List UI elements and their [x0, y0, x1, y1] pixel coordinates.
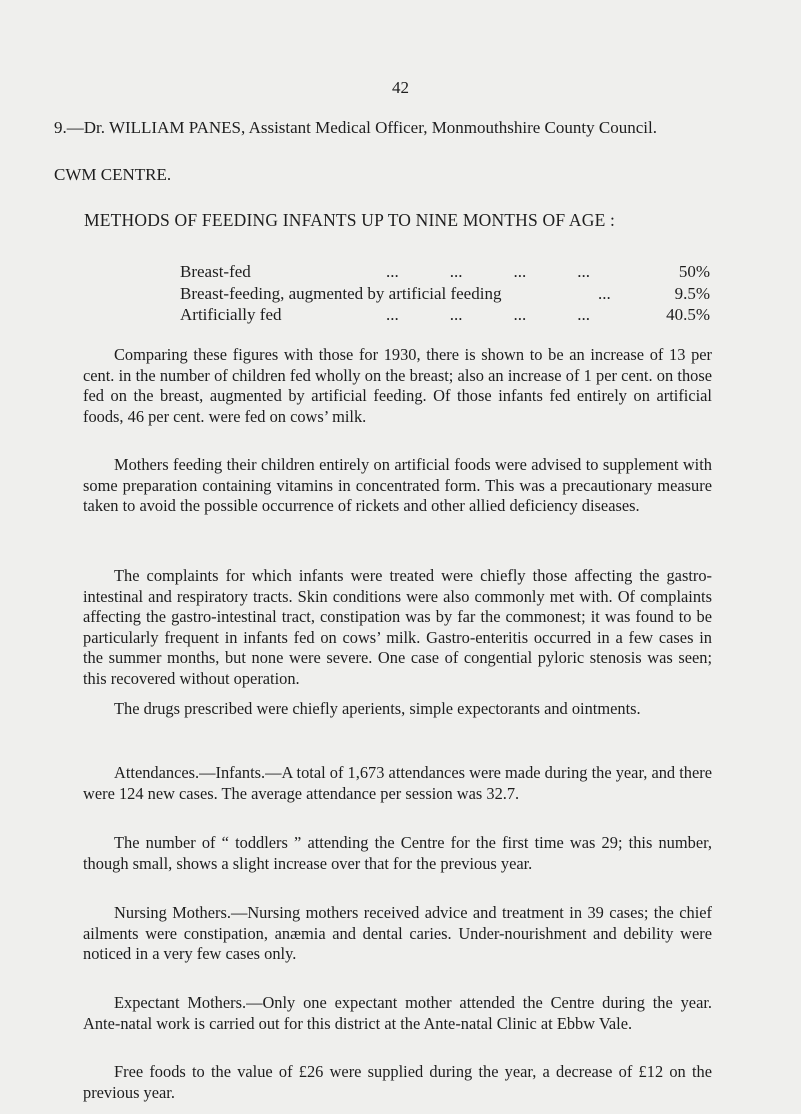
feeding-value: 50% — [678, 262, 710, 281]
paragraph-expectant-mothers: Expectant Mothers.—Only one expectant mother attended the Centre during the year. Ante-natal work is carried out for this district at the Ante-natal Clinic at Ebbw Vale. — [83, 993, 712, 1033]
leader-dots: ... ... ... ... — [386, 262, 590, 281]
paragraph-free-foods: Free foods to the value of £26 were supplied during the year, a decrease of £12 on the previous year. — [83, 1062, 712, 1102]
feeding-row-breast-fed — [180, 262, 710, 284]
paragraph-drugs: The drugs prescribed were chiefly aperients, simple expectorants and ointments. — [114, 699, 641, 718]
feeding-label: Breast-fed — [180, 262, 251, 281]
feeding-label: Breast-feeding, augmented by artificial feeding — [180, 283, 502, 303]
paragraph-comparison: Comparing these figures with those for 1930, there is shown to be an increase of 13 per cent. in the number of children fed wholly on the breast; also an increase of 1 per cent. on those fed on the breast, augmented by artificial feeding. Of those infants fed entirely on artificial foods, 46 per cent. were fed on cows’ milk. — [83, 345, 712, 426]
paragraph-complaints: The complaints for which infants were treated were chiefly those affecting the gastro-intestinal and respiratory tracts. Skin conditions were also commonly met with. Of complaints affecting the gastro-intestinal tract, constipation was by far the commonest; it was found to be particularly frequent in infants fed on cows’ milk. Gastro-enteritis occurred in a few cases in the summer months, but none were severe. One case of congential pyloric stenosis was seen; this recovered without operation. — [83, 566, 712, 688]
feeding-row-breast-feeding-augmented — [180, 284, 710, 306]
section-heading: METHODS OF FEEDING INFANTS UP TO NINE MONTHS OF AGE : — [84, 210, 616, 230]
paragraph-nursing-mothers: Nursing Mothers.—Nursing mothers received advice and treatment in 39 cases; the chief ailments were constipation, anæmia and dental caries. Under-nourishment and debility were noticed in a very few cases only. — [83, 903, 712, 963]
feeding-label: Artificially fed — [180, 305, 282, 324]
leader-dots: ... — [598, 283, 611, 303]
paragraph-toddlers: The number of “ toddlers ” attending the Centre for the first time was 29; this number, though small, shows a slight increase over that for the previous year. — [83, 833, 712, 873]
feeding-value: 40.5% — [666, 305, 710, 324]
centre-title: CWM CENTRE. — [54, 165, 172, 184]
paragraph-attendances: Attendances.—Infants.—A total of 1,673 attendances were made during the year, and there were 124 new cases. The average attendance per session was 32.7. — [83, 763, 712, 803]
leader-dots: ... ... ... ... — [386, 305, 590, 324]
feeding-value: 9.5% — [674, 283, 710, 303]
author-line: 9.—Dr. WILLIAM PANES, Assistant Medical Officer, Monmouthshire County Council. — [54, 118, 657, 137]
page-number: 42 — [392, 78, 409, 97]
feeding-methods-table — [180, 262, 710, 327]
paragraph-supplements: Mothers feeding their children entirely on artificial foods were advised to supplement with some preparation containing vitamins in concentrated form. This was a precautionary measure taken to avoid the possible occurrence of rickets and other allied deficiency diseases. — [83, 455, 712, 515]
feeding-row-artificially-fed — [180, 305, 710, 327]
